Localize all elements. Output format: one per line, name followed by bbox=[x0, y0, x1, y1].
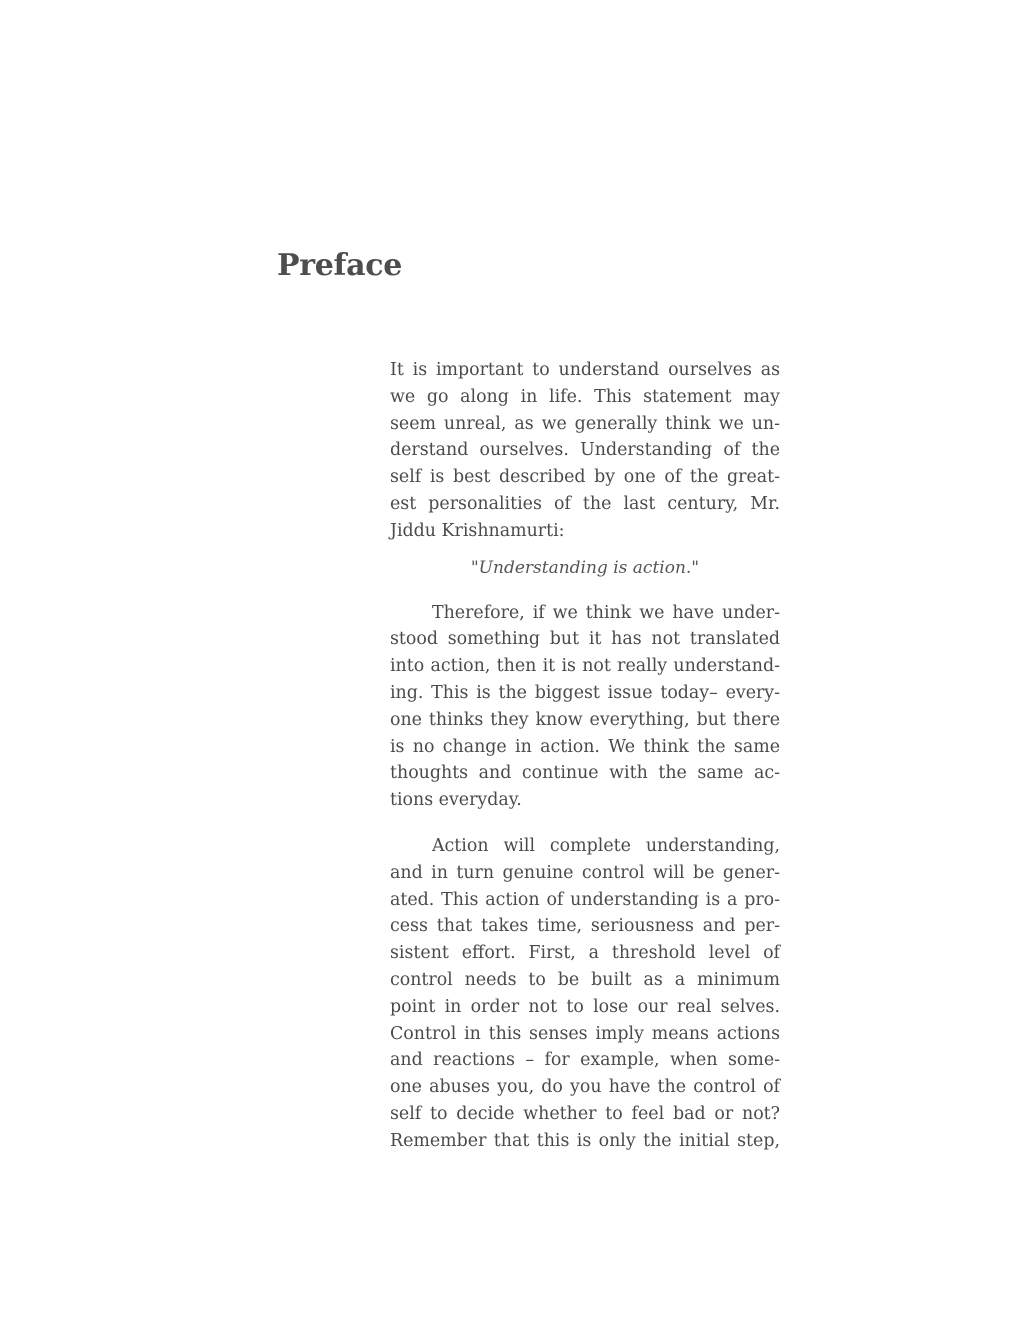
text-line: into action, then it is not really understand- bbox=[390, 656, 780, 677]
paragraph-3 bbox=[390, 833, 780, 1155]
text-line: ated. This action of understanding is a pro- bbox=[390, 889, 780, 910]
text-line: stood something but it has not translated bbox=[390, 629, 780, 650]
text-line: self is best described by one of the great- bbox=[390, 467, 780, 488]
text-line: self to decide whether to feel bad or not? bbox=[390, 1103, 780, 1124]
page-title: Preface bbox=[277, 248, 403, 283]
text-line: point in order not to lose our real selves. bbox=[390, 996, 780, 1017]
text-line: sistent effort. First, a threshold level of bbox=[390, 943, 780, 964]
text-line: one abuses you, do you have the control of bbox=[390, 1077, 780, 1098]
text-line: one thinks they know everything, but there bbox=[390, 709, 780, 730]
text-line: Remember that this is only the initial step, bbox=[390, 1130, 780, 1151]
text-line: cess that takes time, seriousness and per- bbox=[390, 916, 780, 937]
text-line: thoughts and continue with the same ac- bbox=[390, 763, 780, 784]
text-line: It is important to understand ourselves as bbox=[390, 360, 780, 380]
text-line: ing. This is the biggest issue today– every- bbox=[390, 682, 780, 703]
text-line: Jiddu Krishnamurti: bbox=[390, 520, 565, 541]
text-line: is no change in action. We think the same bbox=[390, 736, 780, 757]
text-line: and in turn genuine control will be gener- bbox=[390, 862, 780, 883]
text-line: and reactions – for example, when some- bbox=[390, 1050, 780, 1071]
text-line: Action will complete understanding, bbox=[432, 835, 780, 856]
text-line: est personalities of the last century, Mr. bbox=[390, 493, 780, 514]
text-line: we go along in life. This statement may bbox=[390, 386, 780, 407]
text-line: seem unreal, as we generally think we un- bbox=[390, 413, 780, 434]
text-line: Therefore, if we think we have under- bbox=[432, 602, 780, 623]
paragraph-1 bbox=[390, 357, 780, 545]
text-line: derstand ourselves. Understanding of the bbox=[390, 440, 780, 461]
quotation: "Understanding is action." bbox=[470, 557, 700, 578]
text-line: Control in this senses imply means actions bbox=[390, 1023, 780, 1044]
text-line: tions everyday. bbox=[390, 790, 522, 811]
text-line: control needs to be built as a minimum bbox=[390, 969, 780, 990]
paragraph-2 bbox=[390, 600, 780, 814]
body-text bbox=[390, 357, 780, 1155]
